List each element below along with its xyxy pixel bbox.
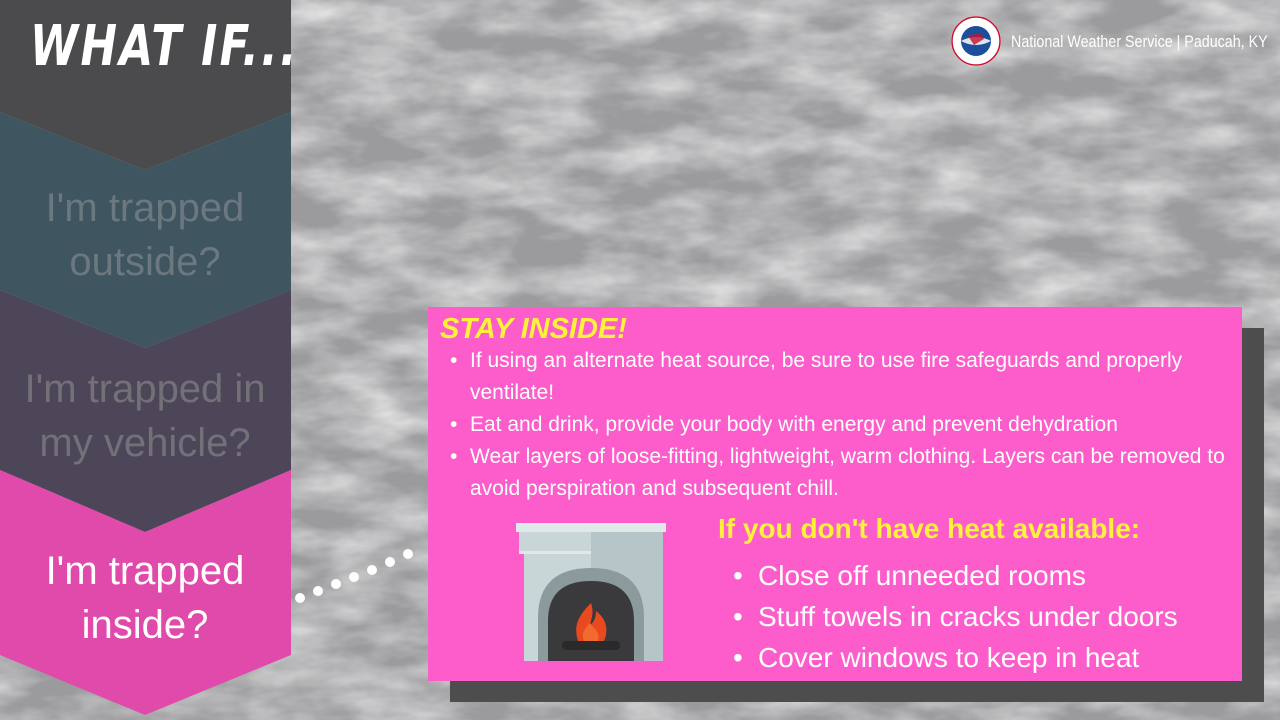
- fireplace-icon: [516, 523, 666, 663]
- dotted-connector: [290, 540, 420, 610]
- option-line: inside?: [81, 603, 209, 647]
- option-trapped-outside: [0, 181, 290, 289]
- option-line: I'm trapped: [45, 549, 245, 593]
- card-title: STAY INSIDE!: [440, 313, 627, 345]
- option-line: I'm trapped: [45, 186, 245, 230]
- info-card: [428, 307, 1242, 681]
- list-item: • Wear layers of loose-fitting, lightweight, warm clothing. Layers can be removed to avoid perspiration and subsequent chill.: [450, 441, 1230, 505]
- option-line: I'm trapped in: [24, 367, 266, 411]
- list-item: • If using an alternate heat source, be sure to use fire safeguards and properly ventilate!: [450, 345, 1230, 409]
- list-item: • Cover windows to keep in heat: [733, 637, 1178, 678]
- page-title: WHAT IF...: [30, 14, 300, 79]
- nws-logo-icon: [950, 15, 1002, 67]
- option-line: outside?: [69, 240, 221, 284]
- list-item: • Stuff towels in cracks under doors: [733, 596, 1178, 637]
- no-heat-list: [733, 555, 1178, 678]
- no-heat-heading: If you don't have heat available:: [718, 513, 1141, 544]
- org-name: National Weather Service | Paducah, KY: [1011, 32, 1268, 51]
- list-item: • Eat and drink, provide your body with energy and prevent dehydration: [450, 409, 1230, 441]
- option-trapped-vehicle: [0, 362, 290, 470]
- stay-inside-list: [450, 345, 1230, 505]
- option-line: my vehicle?: [39, 421, 251, 465]
- option-trapped-inside: [0, 544, 290, 652]
- list-item: • Close off unneeded rooms: [733, 555, 1178, 596]
